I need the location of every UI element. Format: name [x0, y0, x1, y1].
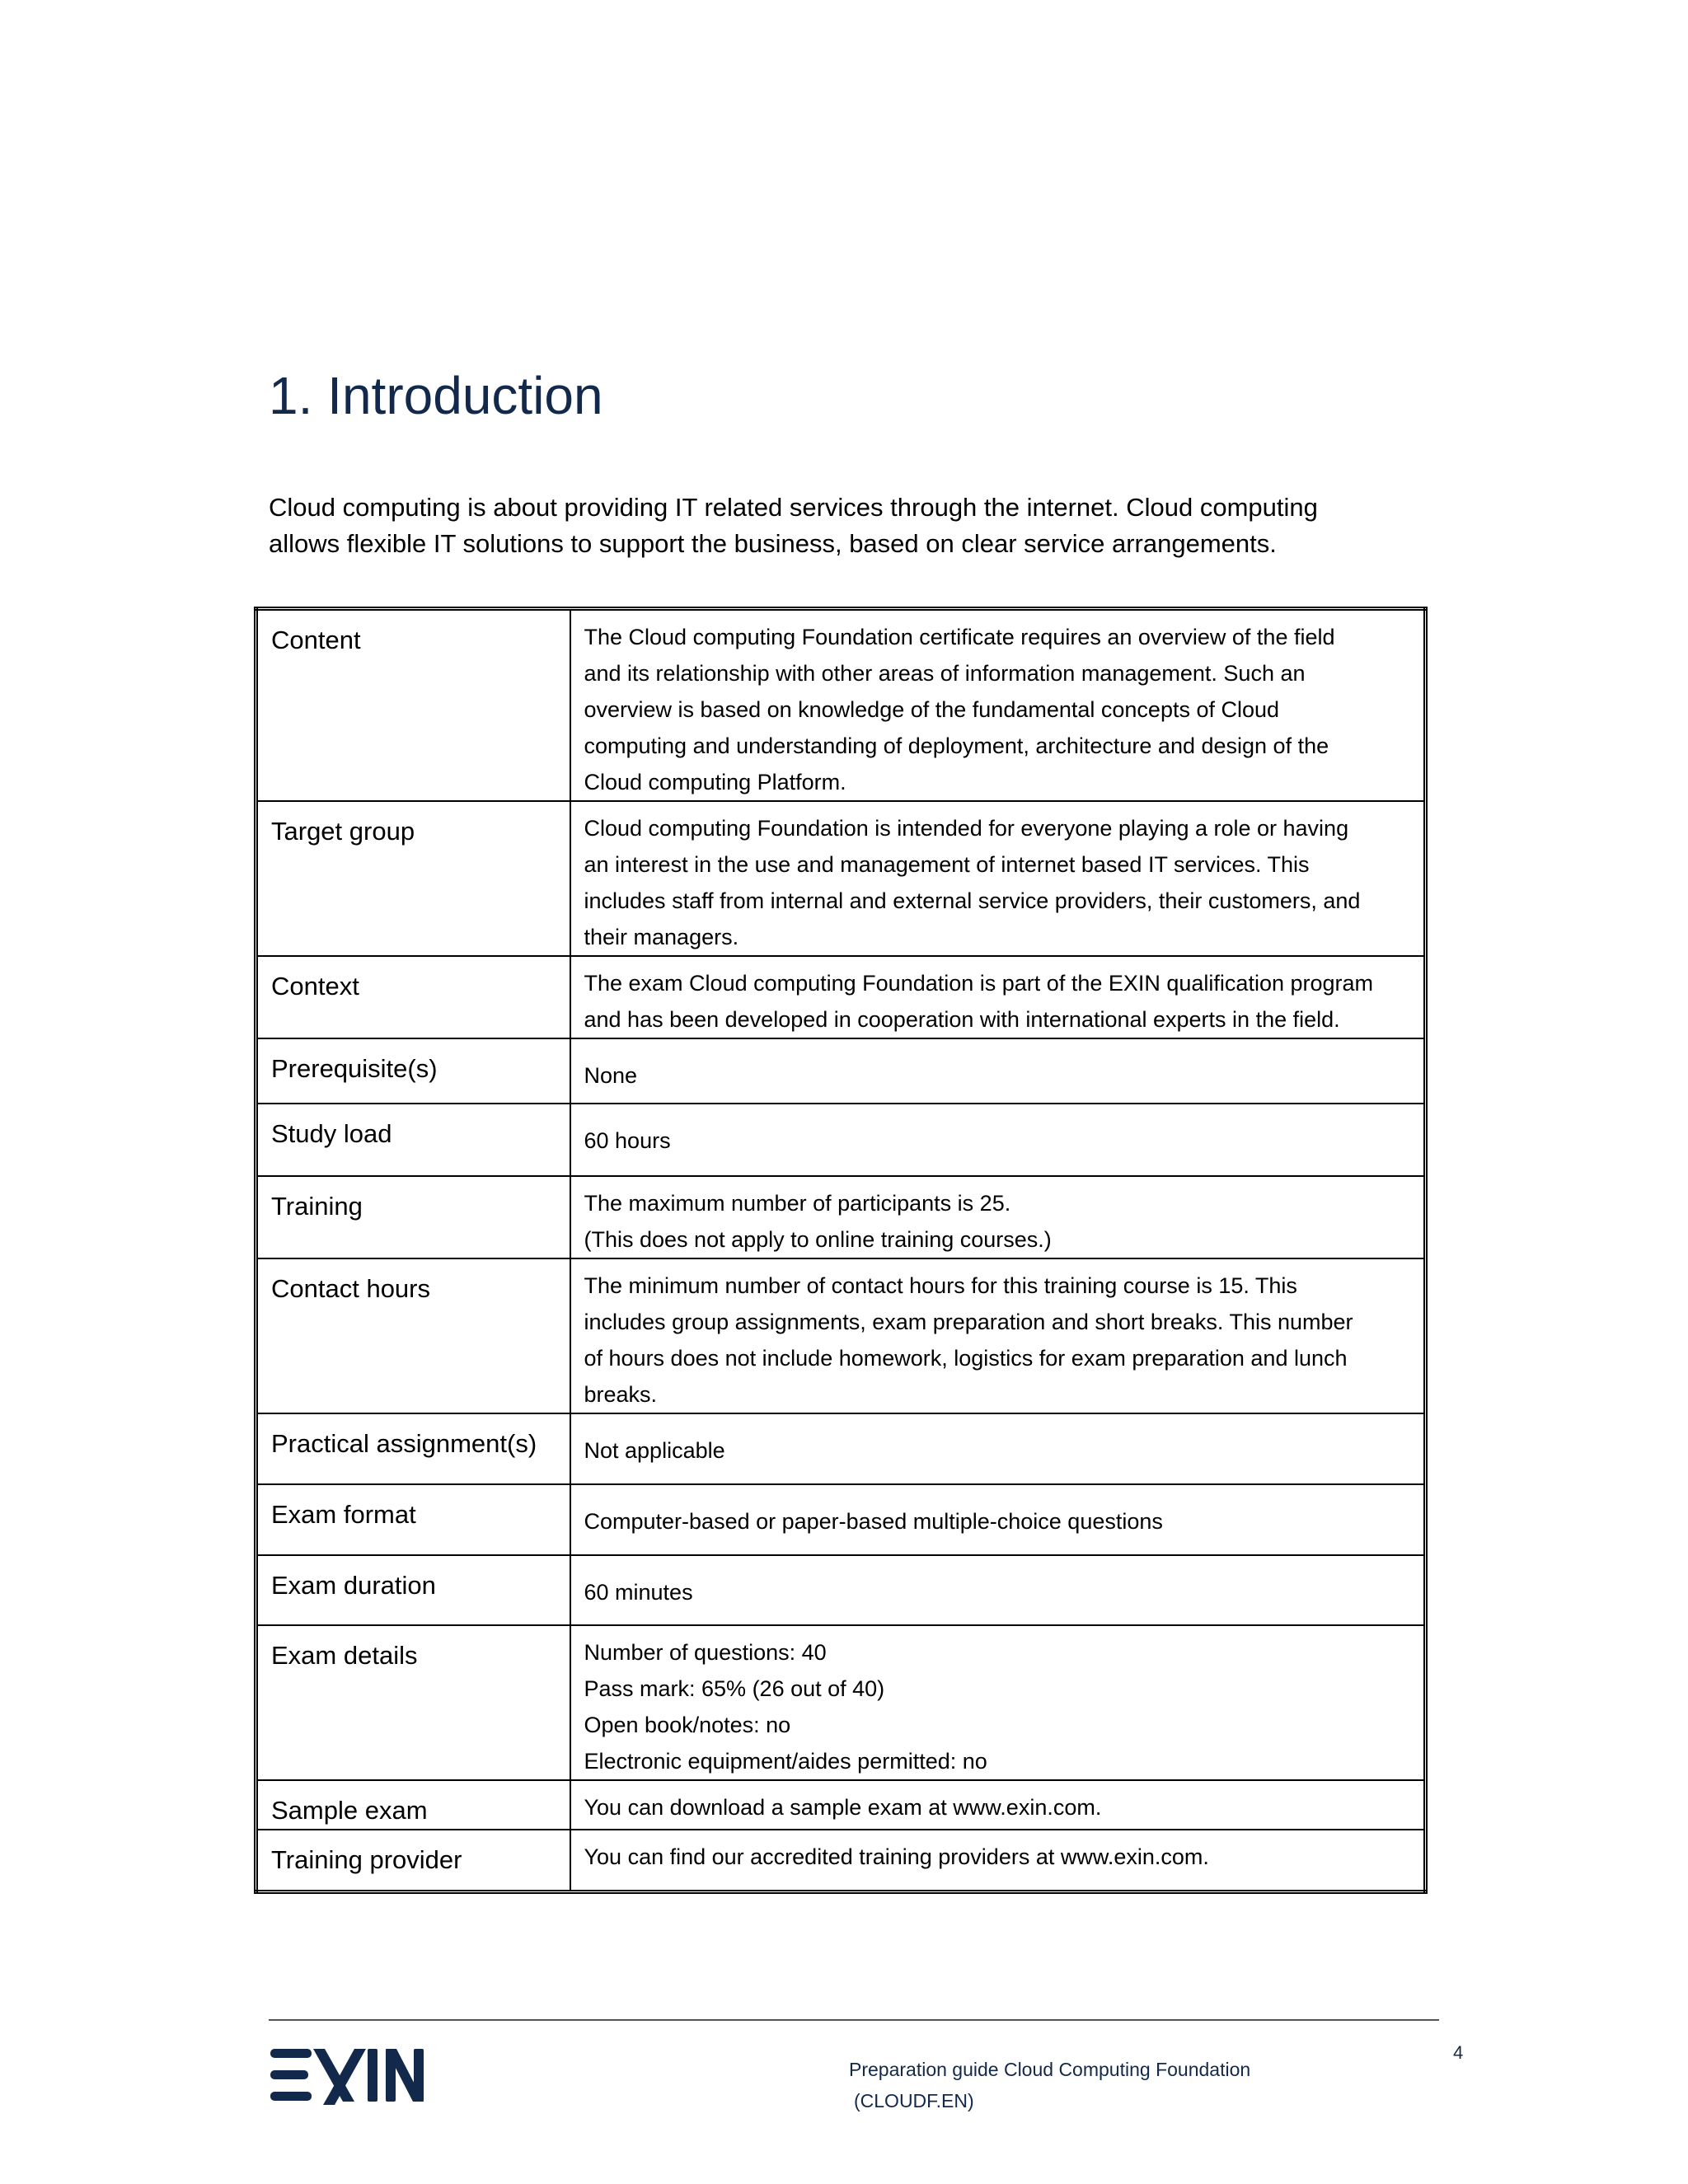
- table-row: [256, 1413, 1426, 1484]
- value-line: Not applicable: [584, 1438, 725, 1463]
- value-line: Cloud computing Foundation is intended for everyone playing a role or having: [584, 816, 1349, 841]
- row-value: [570, 1258, 1426, 1413]
- value-line: an interest in the use and management of internet based IT services. This: [584, 852, 1310, 877]
- value-line: You can find our accredited training providers at www.exin.com.: [584, 1844, 1209, 1869]
- value-line: computing and understanding of deployment, architecture and design of the: [584, 733, 1329, 758]
- value-line: The minimum number of contact hours for this training course is 15. This: [584, 1273, 1297, 1298]
- row-label: Contact hours: [256, 1258, 570, 1413]
- row-label: Study load: [256, 1104, 570, 1176]
- footer-doc-code: (CLOUDF.EN): [854, 2090, 974, 2111]
- row-label: Training: [256, 1176, 570, 1258]
- intro-line: allows flexible IT solutions to support the business, based on clear service arrangements.: [269, 529, 1277, 558]
- table-row: [256, 609, 1426, 802]
- value-line: None: [584, 1063, 638, 1088]
- intro-line: Cloud computing is about providing IT related services through the internet. Cloud computing: [269, 493, 1318, 522]
- table-row: [256, 956, 1426, 1038]
- value-line: Electronic equipment/aides permitted: no: [584, 1749, 987, 1774]
- value-line: Number of questions: 40: [584, 1640, 827, 1665]
- value-line: You can download a sample exam at www.exin.com.: [584, 1795, 1102, 1820]
- footer-divider: [269, 2019, 1439, 2021]
- row-value: [570, 801, 1426, 956]
- value-line: Pass mark: 65% (26 out of 40): [584, 1676, 885, 1701]
- value-line: breaks.: [584, 1382, 658, 1407]
- intro-paragraph: [269, 490, 1423, 562]
- row-value: [570, 1830, 1426, 1891]
- row-label: Content: [256, 609, 570, 802]
- row-label: Target group: [256, 801, 570, 956]
- row-value: [570, 1780, 1426, 1830]
- table-row: [256, 801, 1426, 956]
- row-label: Context: [256, 956, 570, 1038]
- value-line: overview is based on knowledge of the fundamental concepts of Cloud: [584, 697, 1280, 722]
- value-line: Open book/notes: no: [584, 1713, 791, 1737]
- table-row: [256, 1258, 1426, 1413]
- row-value: [570, 1413, 1426, 1484]
- value-line: Computer-based or paper-based multiple-choice questions: [584, 1509, 1163, 1534]
- footer-doc-title: Preparation guide Cloud Computing Foundation: [849, 2059, 1251, 2080]
- value-line: their managers.: [584, 925, 739, 949]
- table-row: [256, 1625, 1426, 1780]
- row-label: Practical assignment(s): [256, 1413, 570, 1484]
- row-value: [570, 609, 1426, 802]
- row-value: [570, 1625, 1426, 1780]
- value-line: includes staff from internal and external service providers, their customers, and: [584, 888, 1361, 913]
- row-value: [570, 1038, 1426, 1104]
- page-number: 4: [1453, 2042, 1464, 2063]
- row-label: Exam format: [256, 1484, 570, 1555]
- value-line: Cloud computing Platform.: [584, 770, 846, 794]
- table-row: [256, 1038, 1426, 1104]
- table-row: [256, 1176, 1426, 1258]
- exam-info-table: [254, 607, 1428, 1894]
- row-label: Sample exam: [256, 1780, 570, 1830]
- row-label: Training provider: [256, 1830, 570, 1891]
- value-line: 60 minutes: [584, 1580, 693, 1605]
- row-value: [570, 956, 1426, 1038]
- row-value: [570, 1484, 1426, 1555]
- table-row: [256, 1104, 1426, 1176]
- value-line: The exam Cloud computing Foundation is part of the EXIN qualification program: [584, 971, 1374, 996]
- table-row: [256, 1555, 1426, 1625]
- row-value: [570, 1555, 1426, 1625]
- value-line: 60 hours: [584, 1128, 671, 1153]
- row-value: [570, 1176, 1426, 1258]
- table-row: [256, 1830, 1426, 1891]
- value-line: The Cloud computing Foundation certificate requires an overview of the field: [584, 625, 1335, 649]
- table-row: [256, 1484, 1426, 1555]
- row-label: Prerequisite(s): [256, 1038, 570, 1104]
- row-value: [570, 1104, 1426, 1176]
- exin-logo: [269, 2042, 425, 2108]
- value-line: includes group assignments, exam preparation and short breaks. This number: [584, 1310, 1353, 1334]
- value-line: and its relationship with other areas of information management. Such an: [584, 661, 1306, 686]
- value-line: (This does not apply to online training courses.): [584, 1227, 1052, 1252]
- row-label: Exam duration: [256, 1555, 570, 1625]
- row-label: Exam details: [256, 1625, 570, 1780]
- page-title: 1. Introduction: [269, 366, 603, 425]
- value-line: and has been developed in cooperation with international experts in the field.: [584, 1007, 1340, 1032]
- value-line: of hours does not include homework, logistics for exam preparation and lunch: [584, 1346, 1348, 1371]
- table-row: [256, 1780, 1426, 1830]
- value-line: The maximum number of participants is 25.: [584, 1191, 1011, 1216]
